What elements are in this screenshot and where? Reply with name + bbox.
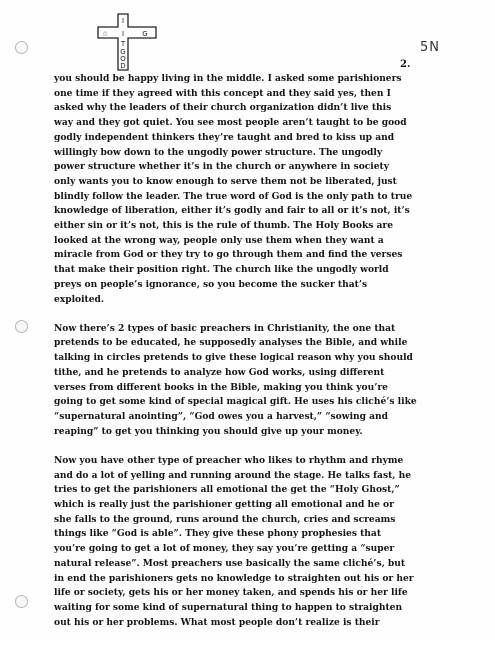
cross-logo-icon xyxy=(94,12,160,72)
text-line: exploited. xyxy=(54,293,105,305)
text-line: that make their position right. The church like the ungodly world xyxy=(54,264,389,276)
text-line: blindly follow the leader. The true word of God is the only path to true xyxy=(54,190,413,202)
body-text xyxy=(54,72,494,645)
text-line: only wants you to know enough to serve them not be liberated, just xyxy=(54,175,397,187)
logo-letter: G xyxy=(120,48,126,56)
text-line: preys on people’s ignorance, so you become the sucker that’s xyxy=(54,278,368,290)
text-line: “supernatural anointing”, “God owes you a harvest,” “sowing and xyxy=(54,410,389,422)
text-line: reaping” to get you thinking you should give up your money. xyxy=(54,425,363,437)
logo-letter: I xyxy=(121,17,125,25)
text-line: life or society, gets his or her money taken, and spends his or her life xyxy=(54,587,408,599)
text-line: willingly bow down to the ungodly power structure. The ungodly xyxy=(54,146,383,158)
text-line: you should be happy living in the middle. I asked some parishioners xyxy=(54,73,402,84)
binder-hole-bottom xyxy=(15,595,28,608)
text-line: power structure whether it’s in the church or anywhere in society xyxy=(54,161,390,173)
logo-letter: T xyxy=(120,40,126,48)
text-line: talking in circles pretends to give these logical reason why you should xyxy=(54,352,413,364)
text-line: you’re going to get a lot of money, they say you’re getting a “super xyxy=(54,543,395,555)
text-line: waiting for some kind of supernatural thing to happen to straighten xyxy=(54,601,403,613)
logo-letter: D xyxy=(120,62,126,70)
text-line: and do a lot of yelling and running around the stage. He talks fast, he xyxy=(54,469,412,481)
logo-letter: I xyxy=(121,30,125,38)
paragraph xyxy=(54,322,494,440)
text-line: natural release”. Most preachers use basically the same cliché’s, but xyxy=(54,557,406,569)
text-line: way and they got quiet. You see most people aren’t taught to be good xyxy=(54,117,407,129)
page-number: 2. xyxy=(400,59,411,70)
text-line: in end the parishioners gets no knowledge to straighten out his or her xyxy=(54,572,414,584)
handwritten-page-mark: 5N xyxy=(420,40,440,55)
text-line: out his or her problems. What most people don’t realize is their xyxy=(54,616,380,628)
text-line: going to get some kind of special magical gift. He uses his cliché’s like xyxy=(54,396,417,408)
text-line: miracle from God or they try to go through them and find the verses xyxy=(54,249,403,261)
text-line: she falls to the ground, runs around the church, cries and screams xyxy=(54,513,396,525)
text-line: asked why the leaders of their church organization didn’t live this xyxy=(54,102,392,114)
text-line: godly independent thinkers they’re taught and bred to kiss up and xyxy=(54,131,395,143)
text-line: tithe, and he pretends to analyze how God works, using different xyxy=(54,366,385,378)
binder-hole-top xyxy=(15,41,28,54)
text-line: either sin or it’s not, this is the rule of thumb. The Holy Books are xyxy=(54,220,393,232)
text-line: tries to get the parishioners all emotional the get the “Holy Ghost,” xyxy=(54,484,400,496)
text-line: knowledge of liberation, either it’s godly and fair to all or it’s not, it’s xyxy=(54,205,410,217)
text-line: things like “God is able”. They give these phony prophesies that xyxy=(54,528,382,540)
text-line: which is really just the parishioner getting all emotional and he or xyxy=(54,498,394,510)
text-line: one time if they agreed with this concept and they said yes, then I xyxy=(54,87,391,99)
binder-hole-middle xyxy=(15,320,28,333)
paragraph xyxy=(54,72,494,307)
paragraph xyxy=(54,454,494,630)
logo-letter: G xyxy=(142,30,148,38)
logo-letter: O xyxy=(120,55,126,63)
text-line: looked at the wrong way, people only use them when they want a xyxy=(54,234,384,246)
text-line: Now there’s 2 types of basic preachers in Christianity, the one that xyxy=(54,322,396,334)
text-line: pretends to be educated, he supposedly analyses the Bible, and while xyxy=(54,337,408,349)
text-line: Now you have other type of preacher who likes to rhythm and rhyme xyxy=(54,454,404,466)
text-line: verses from different books in the Bible, making you think you’re xyxy=(54,381,388,393)
logo-star: ☆ xyxy=(101,30,109,38)
